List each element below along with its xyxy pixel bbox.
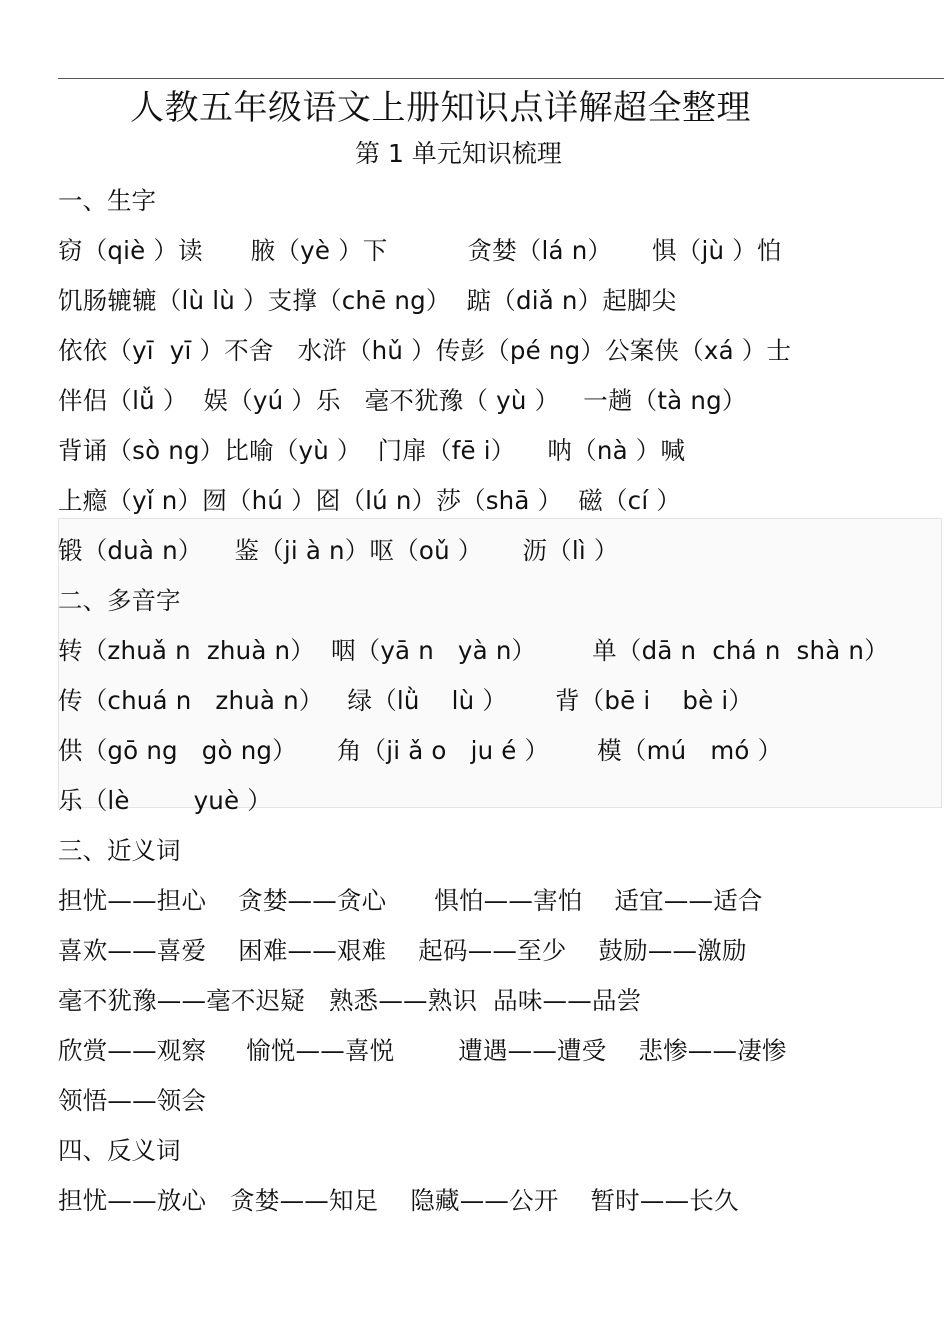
top-rule [58,78,944,79]
duoyinzi-line: 供（gō ng gò ng） 角（ji ǎ o ju é ） 模（mú mó ） [58,736,783,765]
fanyici-line: 担忧——放心 贪婪——知足 隐藏——公开 暂时——长久 [58,1186,739,1215]
section-heading-fanyici: 四、反义词 [58,1136,181,1165]
section-heading-jinyici: 三、近义词 [58,836,181,865]
shengzi-line: 窃（qiè ）读 腋（yè ）下 贪婪（lá n） 惧（jù ）怕 [58,236,782,265]
unit-subtitle: 第 1 单元知识梳理 [355,139,562,168]
duoyinzi-line: 传（chuá n zhuà n） 绿（lǜ lù ） 背（bē i bè i） [58,686,754,715]
document-title: 人教五年级语文上册知识点详解超全整理 [130,88,751,128]
shengzi-line: 上瘾（yǐ n）囫（hú ）囵（lú n）莎（shā ） 磁（cí ） [58,486,682,515]
shengzi-line: 背诵（sò ng）比喻（yù ） 门扉（fē i） 呐（nà ）喊 [58,436,686,465]
shengzi-line: 依依（yī yī ）不舍 水浒（hǔ ）传彭（pé ng）公案侠（xá ）士 [58,336,792,365]
duoyinzi-line: 转（zhuǎ n zhuà n） 咽（yā n yà n） 单（dā n chá n shà n） [58,636,889,665]
shengzi-line: 饥肠辘辘（lù lù ）支撑（chē ng） 踮（diǎ n）起脚尖 [58,286,677,315]
jinyici-line: 担忧——担心 贪婪——贪心 惧怕——害怕 适宜——适合 [58,886,763,915]
jinyici-line: 领悟——领会 [58,1086,207,1115]
jinyici-line: 喜欢——喜爱 困难——艰难 起码——至少 鼓励——激励 [58,936,747,965]
jinyici-line: 欣赏——观察 愉悦——喜悦 遭遇——遭受 悲惨——凄惨 [58,1036,787,1065]
shengzi-line: 伴侣（lǚ ） 娱（yú ）乐 毫不犹豫（ yù ） 一趟（tà ng） [58,386,747,415]
shengzi-line: 锻（duà n） 鉴（ji à n）呕（oǔ ） 沥（lì ） [58,536,619,565]
section-heading-shengzi: 一、生字 [58,186,156,215]
jinyici-line: 毫不犹豫——毫不迟疑 熟悉——熟识 品味——品尝 [58,986,642,1015]
duoyinzi-line: 乐（lè yuè ） [58,786,272,815]
section-heading-duoyinzi: 二、多音字 [58,586,181,615]
